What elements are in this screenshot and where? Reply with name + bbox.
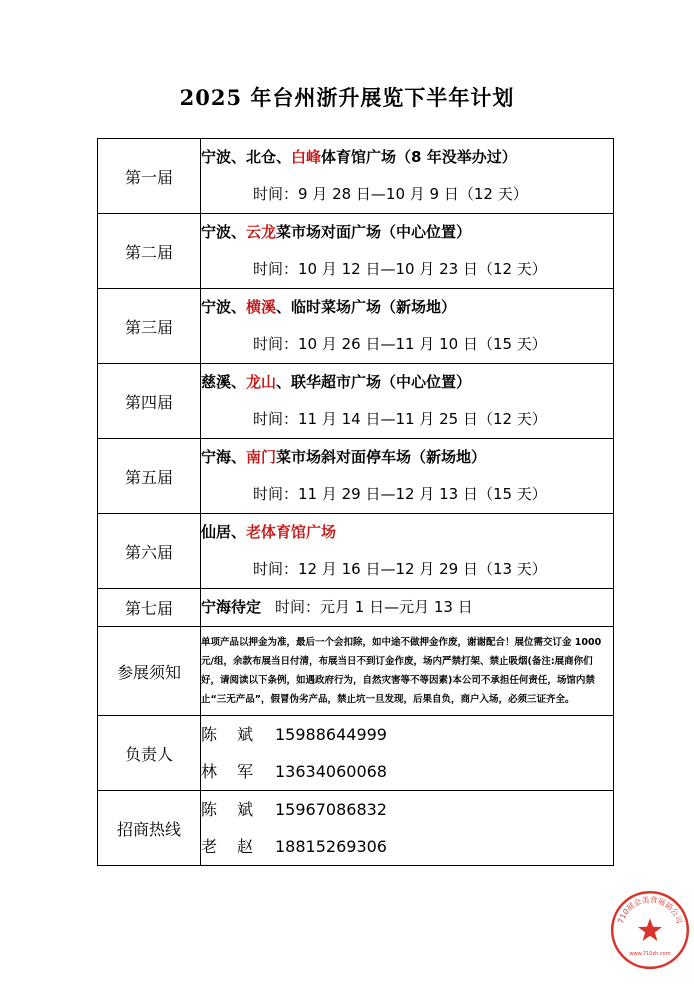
hotline-label: 招商热线: [98, 791, 201, 866]
page-title: 2025 年台州浙升展览下半年计划: [179, 85, 515, 110]
contact-row: [201, 716, 613, 753]
session-location: 慈溪、龙山、联华超市广场（中心位置）: [201, 373, 472, 391]
session-time: 时间：11 月 29 日—12 月 13 日（15 天）: [253, 485, 547, 503]
table-row: [98, 364, 614, 439]
session-location: 宁波、横溪、临时菜场广场（新场地）: [201, 298, 457, 316]
contact-row: [201, 791, 613, 828]
session-label: 第四届: [98, 364, 201, 439]
session-details: [201, 214, 614, 289]
hotline-details: [201, 791, 614, 866]
contact-name: 陈斌: [201, 725, 274, 744]
session-label: 第七届: [98, 589, 201, 627]
session-details: [201, 289, 614, 364]
contact-phone: 15967086832: [275, 800, 387, 819]
session-details: [201, 514, 614, 589]
table-row: [98, 589, 614, 627]
session-location: 宁波、云龙菜市场对面广场（中心位置）: [201, 223, 472, 241]
session-details: [201, 364, 614, 439]
session-time: 时间：9 月 28 日—10 月 9 日（12 天）: [253, 185, 528, 203]
session-details: [201, 139, 614, 214]
session-location: 宁波、北仓、白峰体育馆广场（8 年没举办过）: [201, 148, 517, 166]
session-label: 第六届: [98, 514, 201, 589]
schedule-table: [97, 138, 614, 866]
responsible-details: [201, 716, 614, 791]
table-row: [98, 791, 614, 866]
contact-phone: 15988644999: [275, 725, 387, 744]
contact-name: 陈斌: [201, 800, 274, 819]
session-label: 第五届: [98, 439, 201, 514]
session-seventh-line: [201, 589, 613, 626]
session-location: 宁海待定: [201, 598, 262, 616]
table-row: [98, 439, 614, 514]
contact-row: [201, 828, 613, 865]
session-label: 第一届: [98, 139, 201, 214]
contact-phone: 13634060068: [275, 762, 387, 781]
session-time: 时间：10 月 12 日—10 月 23 日（12 天）: [253, 260, 547, 278]
contact-name: 老赵: [201, 837, 274, 856]
seal-arc-text: 710展会美食展销公司: [616, 895, 684, 925]
table-row: [98, 514, 614, 589]
session-time: 时间：11 月 14 日—11 月 25 日（12 天）: [253, 410, 547, 428]
seal-url: www.710zh.com: [629, 951, 671, 958]
contact-row: [201, 753, 613, 790]
company-seal-stamp: [608, 888, 692, 972]
table-row: [98, 627, 614, 716]
session-location: 宁海、南门菜市场斜对面停车场（新场地）: [201, 448, 487, 466]
table-row: [98, 139, 614, 214]
table-row: [98, 716, 614, 791]
contact-name: 林军: [201, 762, 274, 781]
table-row: [98, 214, 614, 289]
session-time: 时间：元月 1 日—元月 13 日: [275, 598, 473, 616]
session-time: 时间：12 月 16 日—12 月 29 日（13 天）: [253, 560, 547, 578]
session-details: [201, 439, 614, 514]
session-location: 仙居、老体育馆广场: [201, 523, 337, 541]
notice-details: [201, 627, 614, 716]
notice-label: 参展须知: [98, 627, 201, 716]
star-icon: [638, 918, 662, 941]
session-details: [201, 589, 614, 627]
session-time: 时间：10 月 26 日—11 月 10 日（15 天）: [253, 335, 547, 353]
table-row: [98, 289, 614, 364]
responsible-label: 负责人: [98, 716, 201, 791]
session-label: 第三届: [98, 289, 201, 364]
session-label: 第二届: [98, 214, 201, 289]
contact-phone: 18815269306: [275, 837, 387, 856]
notice-text: 单项产品以押金为准，最后一个会扣除，如中途不做押金作废，谢谢配合！展位需交订金 1000 元/组，余款布展当日付清，布展当日不到订金作废，场内严禁打架、禁止吸烟(备注:展商你们好，请阅读以下条例，如遇政府行为，自然灾害等不等因素)本公司不承担任何责任，场馆内禁止“三无产品”，假冒伪劣产品，禁止坑一旦发现，后果自负，商户入场，必须三证齐全。: [201, 637, 602, 705]
